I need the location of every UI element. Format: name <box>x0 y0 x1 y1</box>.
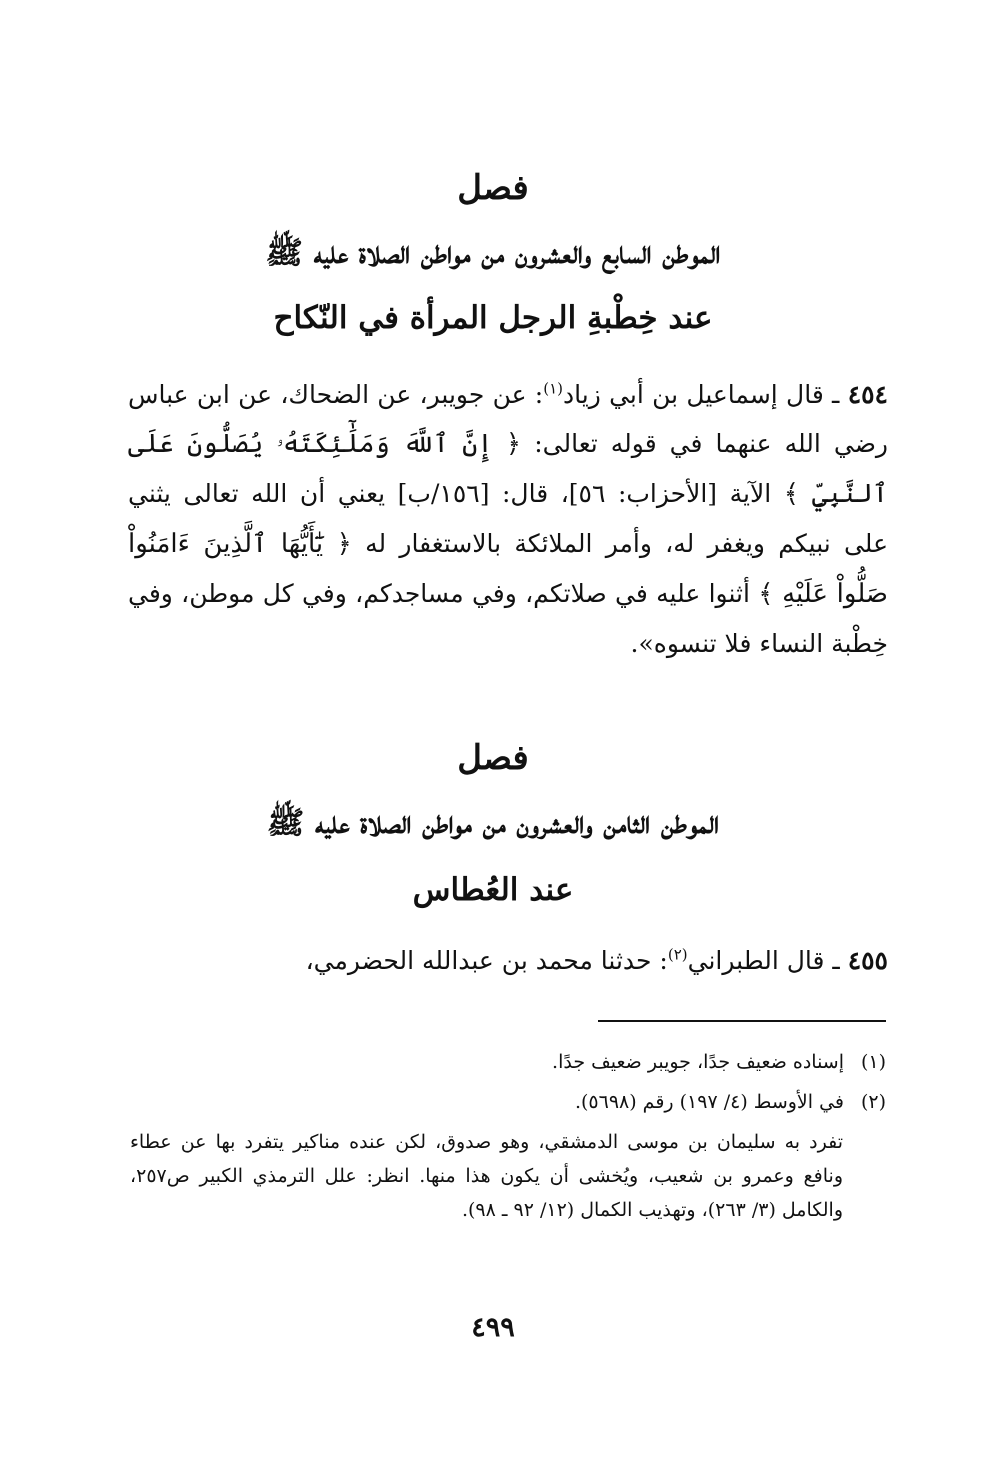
quran-verse: ﴿ إِنَّ ٱللَّهَ وَمَلَٰٓئِكَتَهُۥ يُصَلُّونَ عَلَى ٱلنَّبِيِّ ﴾ <box>128 429 889 509</box>
footnote-2 <box>130 1086 886 1119</box>
section-title-28: الموطن الثامن والعشرون من مواطن الصلاة عليه ﷺ <box>266 805 720 841</box>
hadith-text: : عن جويبر، عن الضحاك، عن ابن عباس رضي الله عنهما في قوله تعالى: <box>128 380 889 458</box>
section-subtitle-28: عند العُطاس <box>412 872 574 908</box>
paragraph-455 <box>128 936 888 985</box>
section-heading-fasl-2: فصل <box>457 738 529 778</box>
footnote-text: إسناده ضعيف جدًا، جويبر ضعيف جدًا. <box>552 1051 844 1073</box>
footnote-text: في الأوسط (٤/ ١٩٧) رقم (٥٦٩٨). <box>574 1091 844 1113</box>
hadith-text: أثنوا عليه في صلاتكم، وفي مساجدكم، وفي كل موطن، وفي خِطْبة النساء فلا تنسوه». <box>128 579 888 658</box>
hadith-intro: ـ قال الطبراني <box>687 946 840 975</box>
hadith-number: ٤٥٤ <box>847 380 888 409</box>
footnote-1 <box>130 1046 886 1079</box>
footnote-2-continuation: تفرد به سليمان بن موسى الدمشقي، وهو صدوق، لكن عنده مناكير يتفرد بها عن عطاء ونافع وعمرو بن شعيب، ويُخشى أن يكون هذا منها. انظر: علل الترمذي الكبير ص٢٥٧، والكامل (٣/ ٢٦٣)، وتهذيب الكمال (١٢/ ٩٢ ـ ٩٨). <box>130 1131 843 1221</box>
hadith-intro: ـ قال إسماعيل بن أبي زياد <box>563 380 840 409</box>
quran-verse: ﴿ يَٰٓأَيُّهَا ٱلَّذِينَ ءَامَنُواْ صَلُّواْ عَلَيْهِ ﴾ <box>128 529 888 609</box>
section-subtitle-27: عند خِطْبةِ الرجل المرأة في النّكاح <box>273 300 713 336</box>
footnote-ref-1[interactable]: (١) <box>543 379 564 398</box>
hadith-text: الآية [الأحزاب: ٥٦]، قال: [١٥٦/ب] يعني أن الله تعالى يثني على نبيكم ويغفر له، وأمر الملائكة بالاستغفار له <box>128 479 888 558</box>
paragraph-454 <box>128 370 888 668</box>
footnote-marker: (١) <box>860 1051 886 1073</box>
page-number: ٤٩٩ <box>471 1312 515 1343</box>
footnote-separator <box>598 1020 886 1022</box>
section-heading-fasl-1: فصل <box>457 168 529 208</box>
section-title-27: الموطن السابع والعشرون من مواطن الصلاة عليه ﷺ <box>265 235 721 271</box>
hadith-number: ٤٥٥ <box>847 946 888 975</box>
footnote-marker: (٢) <box>860 1091 886 1113</box>
footnote-ref-2[interactable]: (٢) <box>667 945 688 964</box>
hadith-text: : حدثنا محمد بن عبدالله الحضرمي، <box>305 946 668 975</box>
